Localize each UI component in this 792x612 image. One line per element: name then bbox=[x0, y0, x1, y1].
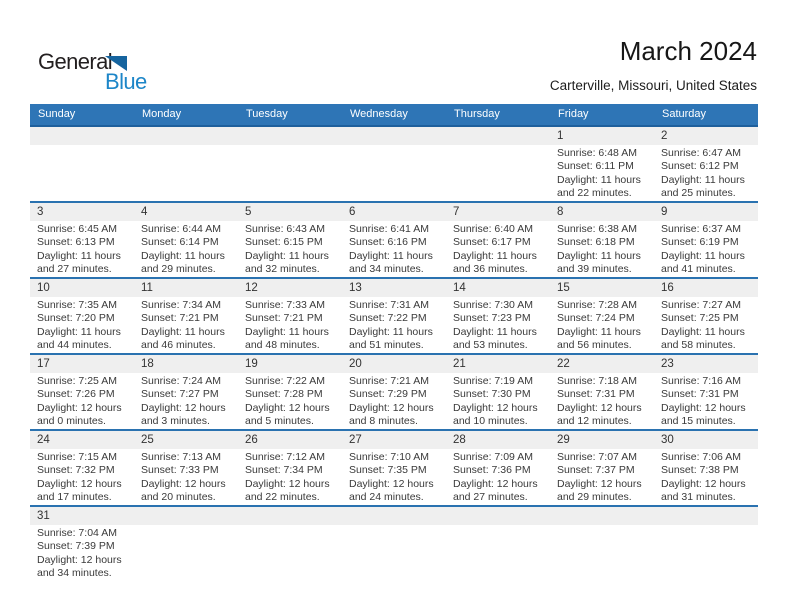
day-number: 1 bbox=[550, 127, 654, 145]
sunset-line: Sunset: 6:12 PM bbox=[661, 160, 739, 173]
daylight-line-1: Daylight: 11 hours bbox=[557, 173, 641, 186]
day-info bbox=[30, 525, 134, 581]
sunrise-line: Sunrise: 6:43 AM bbox=[245, 223, 325, 235]
sunrise-line: Sunrise: 7:18 AM bbox=[557, 375, 637, 387]
day-number bbox=[238, 127, 342, 145]
day-number: 10 bbox=[30, 279, 134, 297]
sunset-line: Sunset: 7:23 PM bbox=[453, 312, 531, 325]
day-number: 4 bbox=[134, 203, 238, 221]
sunset-line: Sunset: 7:27 PM bbox=[141, 388, 219, 401]
day-info bbox=[134, 373, 238, 429]
daylight-line-1: Daylight: 11 hours bbox=[453, 325, 537, 338]
day-cell bbox=[134, 203, 238, 277]
daylight-line-1: Daylight: 12 hours bbox=[661, 401, 746, 414]
sunset-line: Sunset: 6:11 PM bbox=[557, 160, 634, 173]
day-number bbox=[134, 127, 238, 145]
calendar bbox=[30, 104, 758, 581]
daylight-line-1: Daylight: 11 hours bbox=[141, 325, 225, 338]
empty-day-cell bbox=[342, 127, 446, 201]
day-number bbox=[134, 507, 238, 525]
sunset-line: Sunset: 7:32 PM bbox=[37, 464, 115, 477]
day-number bbox=[30, 127, 134, 145]
page-subtitle: Carterville, Missouri, United States bbox=[549, 78, 757, 93]
daylight-line-1: Daylight: 12 hours bbox=[453, 401, 538, 414]
week-row bbox=[30, 431, 758, 507]
day-info bbox=[446, 221, 550, 277]
day-info bbox=[446, 373, 550, 429]
day-cell bbox=[654, 127, 758, 201]
day-cell bbox=[342, 431, 446, 505]
day-info bbox=[654, 297, 758, 353]
daylight-line-2: and 20 minutes. bbox=[141, 491, 216, 504]
day-info bbox=[134, 297, 238, 353]
daylight-line-2: and 22 minutes. bbox=[245, 491, 320, 504]
daylight-line-2: and 27 minutes. bbox=[37, 263, 112, 276]
daylight-line-2: and 3 minutes. bbox=[141, 415, 210, 428]
daylight-line-2: and 44 minutes. bbox=[37, 339, 112, 352]
daylight-line-2: and 27 minutes. bbox=[453, 491, 528, 504]
daylight-line-2: and 0 minutes. bbox=[37, 415, 106, 428]
day-number: 31 bbox=[30, 507, 134, 525]
empty-day-cell bbox=[446, 127, 550, 201]
sunrise-line: Sunrise: 7:12 AM bbox=[245, 451, 325, 463]
day-number: 9 bbox=[654, 203, 758, 221]
logo-text-blue: Blue bbox=[105, 69, 147, 94]
daylight-line-2: and 29 minutes. bbox=[141, 263, 216, 276]
week-row bbox=[30, 355, 758, 431]
sunrise-line: Sunrise: 7:28 AM bbox=[557, 299, 637, 311]
sunrise-line: Sunrise: 6:48 AM bbox=[557, 147, 637, 159]
daylight-line-1: Daylight: 12 hours bbox=[245, 477, 330, 490]
day-info bbox=[342, 221, 446, 277]
sunset-line: Sunset: 7:34 PM bbox=[245, 464, 323, 477]
day-number: 27 bbox=[342, 431, 446, 449]
sunrise-line: Sunrise: 7:24 AM bbox=[141, 375, 221, 387]
daylight-line-1: Daylight: 11 hours bbox=[557, 249, 641, 262]
day-number: 26 bbox=[238, 431, 342, 449]
day-cell bbox=[550, 127, 654, 201]
sunrise-line: Sunrise: 6:47 AM bbox=[661, 147, 741, 159]
daylight-line-2: and 31 minutes. bbox=[661, 491, 736, 504]
day-number: 12 bbox=[238, 279, 342, 297]
day-cell bbox=[134, 431, 238, 505]
daylight-line-2: and 46 minutes. bbox=[141, 339, 216, 352]
daylight-line-1: Daylight: 12 hours bbox=[245, 401, 330, 414]
empty-day-cell bbox=[550, 507, 654, 581]
day-cell bbox=[30, 507, 134, 581]
day-number: 2 bbox=[654, 127, 758, 145]
sunrise-line: Sunrise: 7:15 AM bbox=[37, 451, 117, 463]
day-info bbox=[134, 221, 238, 277]
weekday-wednesday: Wednesday bbox=[350, 108, 408, 120]
daylight-line-1: Daylight: 11 hours bbox=[661, 325, 745, 338]
day-info bbox=[238, 297, 342, 353]
day-info bbox=[550, 525, 654, 581]
day-info bbox=[342, 373, 446, 429]
weekday-header-row bbox=[30, 104, 758, 127]
daylight-line-2: and 12 minutes. bbox=[557, 415, 632, 428]
day-cell bbox=[446, 279, 550, 353]
daylight-line-2: and 17 minutes. bbox=[37, 491, 112, 504]
day-number: 22 bbox=[550, 355, 654, 373]
day-cell bbox=[446, 431, 550, 505]
day-number: 11 bbox=[134, 279, 238, 297]
day-cell bbox=[30, 355, 134, 429]
day-number: 13 bbox=[342, 279, 446, 297]
empty-day-cell bbox=[342, 507, 446, 581]
day-cell bbox=[30, 279, 134, 353]
sunset-line: Sunset: 6:17 PM bbox=[453, 236, 531, 249]
day-number: 30 bbox=[654, 431, 758, 449]
sunset-line: Sunset: 7:26 PM bbox=[37, 388, 115, 401]
daylight-line-1: Daylight: 11 hours bbox=[245, 249, 329, 262]
daylight-line-1: Daylight: 12 hours bbox=[37, 553, 122, 566]
daylight-line-2: and 5 minutes. bbox=[245, 415, 314, 428]
sunrise-line: Sunrise: 7:33 AM bbox=[245, 299, 325, 311]
day-info bbox=[654, 145, 758, 201]
sunset-line: Sunset: 6:16 PM bbox=[349, 236, 427, 249]
day-info bbox=[30, 449, 134, 505]
day-info bbox=[550, 297, 654, 353]
empty-day-cell bbox=[238, 507, 342, 581]
sunset-line: Sunset: 7:20 PM bbox=[37, 312, 115, 325]
day-info bbox=[238, 145, 342, 201]
daylight-line-2: and 10 minutes. bbox=[453, 415, 528, 428]
day-number bbox=[238, 507, 342, 525]
page-title: March 2024 bbox=[619, 36, 757, 66]
day-info bbox=[238, 373, 342, 429]
day-info bbox=[134, 145, 238, 201]
week-row bbox=[30, 507, 758, 581]
daylight-line-1: Daylight: 11 hours bbox=[661, 173, 745, 186]
day-info bbox=[238, 449, 342, 505]
day-cell bbox=[134, 279, 238, 353]
daylight-line-2: and 53 minutes. bbox=[453, 339, 528, 352]
daylight-line-2: and 36 minutes. bbox=[453, 263, 528, 276]
day-number: 28 bbox=[446, 431, 550, 449]
empty-day-cell bbox=[30, 127, 134, 201]
daylight-line-1: Daylight: 12 hours bbox=[661, 477, 746, 490]
daylight-line-2: and 8 minutes. bbox=[349, 415, 418, 428]
day-number: 17 bbox=[30, 355, 134, 373]
day-cell bbox=[654, 431, 758, 505]
daylight-line-2: and 15 minutes. bbox=[661, 415, 736, 428]
daylight-line-2: and 56 minutes. bbox=[557, 339, 632, 352]
day-number bbox=[446, 127, 550, 145]
weekday-saturday: Saturday bbox=[662, 108, 707, 120]
day-info bbox=[30, 145, 134, 201]
daylight-line-1: Daylight: 12 hours bbox=[557, 477, 642, 490]
day-number: 5 bbox=[238, 203, 342, 221]
day-cell bbox=[238, 203, 342, 277]
sunset-line: Sunset: 7:29 PM bbox=[349, 388, 427, 401]
daylight-line-1: Daylight: 11 hours bbox=[349, 325, 433, 338]
day-cell bbox=[550, 431, 654, 505]
daylight-line-1: Daylight: 11 hours bbox=[245, 325, 329, 338]
day-number: 23 bbox=[654, 355, 758, 373]
day-cell bbox=[342, 355, 446, 429]
day-info bbox=[446, 449, 550, 505]
daylight-line-1: Daylight: 11 hours bbox=[557, 325, 641, 338]
sunset-line: Sunset: 7:39 PM bbox=[37, 540, 115, 553]
day-cell bbox=[654, 355, 758, 429]
sunset-line: Sunset: 7:31 PM bbox=[661, 388, 739, 401]
day-info bbox=[30, 221, 134, 277]
daylight-line-1: Daylight: 12 hours bbox=[557, 401, 642, 414]
week-row bbox=[30, 279, 758, 355]
day-number: 14 bbox=[446, 279, 550, 297]
sunset-line: Sunset: 7:36 PM bbox=[453, 464, 531, 477]
day-number: 6 bbox=[342, 203, 446, 221]
sunset-line: Sunset: 7:35 PM bbox=[349, 464, 427, 477]
day-cell bbox=[238, 279, 342, 353]
sunset-line: Sunset: 7:31 PM bbox=[557, 388, 635, 401]
sunrise-line: Sunrise: 7:35 AM bbox=[37, 299, 117, 311]
empty-day-cell bbox=[446, 507, 550, 581]
daylight-line-2: and 39 minutes. bbox=[557, 263, 632, 276]
sunrise-line: Sunrise: 7:10 AM bbox=[349, 451, 429, 463]
daylight-line-2: and 51 minutes. bbox=[349, 339, 424, 352]
sunrise-line: Sunrise: 7:22 AM bbox=[245, 375, 325, 387]
sunrise-line: Sunrise: 7:21 AM bbox=[349, 375, 429, 387]
day-cell bbox=[342, 203, 446, 277]
day-number: 21 bbox=[446, 355, 550, 373]
day-cell bbox=[30, 431, 134, 505]
daylight-line-1: Daylight: 12 hours bbox=[141, 477, 226, 490]
daylight-line-2: and 48 minutes. bbox=[245, 339, 320, 352]
sunrise-line: Sunrise: 7:06 AM bbox=[661, 451, 741, 463]
day-number: 15 bbox=[550, 279, 654, 297]
day-cell bbox=[550, 203, 654, 277]
sunset-line: Sunset: 7:30 PM bbox=[453, 388, 531, 401]
daylight-line-1: Daylight: 12 hours bbox=[349, 477, 434, 490]
daylight-line-2: and 25 minutes. bbox=[661, 187, 736, 200]
day-info bbox=[654, 525, 758, 581]
day-number: 25 bbox=[134, 431, 238, 449]
sunrise-line: Sunrise: 7:19 AM bbox=[453, 375, 533, 387]
day-number bbox=[654, 507, 758, 525]
day-cell bbox=[238, 355, 342, 429]
sunset-line: Sunset: 7:21 PM bbox=[245, 312, 323, 325]
sunrise-line: Sunrise: 7:07 AM bbox=[557, 451, 637, 463]
weekday-tuesday: Tuesday bbox=[246, 108, 288, 120]
day-number: 29 bbox=[550, 431, 654, 449]
empty-day-cell bbox=[134, 127, 238, 201]
day-info bbox=[446, 297, 550, 353]
day-info bbox=[342, 449, 446, 505]
daylight-line-2: and 22 minutes. bbox=[557, 187, 632, 200]
day-cell bbox=[550, 355, 654, 429]
day-info bbox=[446, 145, 550, 201]
sunrise-line: Sunrise: 7:27 AM bbox=[661, 299, 741, 311]
day-number: 18 bbox=[134, 355, 238, 373]
sunset-line: Sunset: 6:13 PM bbox=[37, 236, 115, 249]
sunrise-line: Sunrise: 7:09 AM bbox=[453, 451, 533, 463]
week-row bbox=[30, 127, 758, 203]
daylight-line-1: Daylight: 11 hours bbox=[453, 249, 537, 262]
day-cell bbox=[446, 203, 550, 277]
day-info bbox=[30, 297, 134, 353]
daylight-line-2: and 34 minutes. bbox=[349, 263, 424, 276]
daylight-line-2: and 32 minutes. bbox=[245, 263, 320, 276]
sunset-line: Sunset: 7:21 PM bbox=[141, 312, 219, 325]
sunrise-line: Sunrise: 6:37 AM bbox=[661, 223, 741, 235]
week-row bbox=[30, 203, 758, 279]
day-cell bbox=[446, 355, 550, 429]
logo-text-general: General bbox=[38, 49, 113, 74]
daylight-line-1: Daylight: 11 hours bbox=[37, 325, 121, 338]
sunset-line: Sunset: 7:38 PM bbox=[661, 464, 739, 477]
empty-day-cell bbox=[238, 127, 342, 201]
sunrise-line: Sunrise: 7:13 AM bbox=[141, 451, 221, 463]
daylight-line-1: Daylight: 12 hours bbox=[453, 477, 538, 490]
day-number: 16 bbox=[654, 279, 758, 297]
day-info bbox=[342, 525, 446, 581]
day-number: 3 bbox=[30, 203, 134, 221]
general-blue-logo bbox=[38, 49, 158, 97]
daylight-line-1: Daylight: 12 hours bbox=[37, 477, 122, 490]
sunrise-line: Sunrise: 6:44 AM bbox=[141, 223, 221, 235]
day-info bbox=[342, 145, 446, 201]
sunrise-line: Sunrise: 7:34 AM bbox=[141, 299, 221, 311]
sunrise-line: Sunrise: 7:31 AM bbox=[349, 299, 429, 311]
day-info bbox=[134, 449, 238, 505]
day-info bbox=[550, 221, 654, 277]
day-number: 8 bbox=[550, 203, 654, 221]
daylight-line-1: Daylight: 11 hours bbox=[141, 249, 225, 262]
sunset-line: Sunset: 7:33 PM bbox=[141, 464, 219, 477]
sunset-line: Sunset: 6:18 PM bbox=[557, 236, 635, 249]
day-cell bbox=[30, 203, 134, 277]
sunset-line: Sunset: 7:28 PM bbox=[245, 388, 323, 401]
day-info bbox=[342, 297, 446, 353]
sunrise-line: Sunrise: 6:40 AM bbox=[453, 223, 533, 235]
sunrise-line: Sunrise: 6:38 AM bbox=[557, 223, 637, 235]
day-cell bbox=[654, 279, 758, 353]
day-info bbox=[654, 221, 758, 277]
sunset-line: Sunset: 7:24 PM bbox=[557, 312, 635, 325]
day-info bbox=[238, 221, 342, 277]
daylight-line-2: and 24 minutes. bbox=[349, 491, 424, 504]
weekday-monday: Monday bbox=[142, 108, 182, 120]
sunset-line: Sunset: 6:14 PM bbox=[141, 236, 219, 249]
daylight-line-2: and 34 minutes. bbox=[37, 567, 112, 580]
day-info bbox=[654, 373, 758, 429]
weekday-thursday: Thursday bbox=[454, 108, 500, 120]
day-info bbox=[134, 525, 238, 581]
sunset-line: Sunset: 6:15 PM bbox=[245, 236, 323, 249]
sunset-line: Sunset: 7:25 PM bbox=[661, 312, 739, 325]
day-cell bbox=[654, 203, 758, 277]
calendar-weeks bbox=[30, 127, 758, 581]
day-info bbox=[550, 145, 654, 201]
day-info bbox=[446, 525, 550, 581]
daylight-line-1: Daylight: 12 hours bbox=[349, 401, 434, 414]
daylight-line-1: Daylight: 11 hours bbox=[37, 249, 121, 262]
empty-day-cell bbox=[134, 507, 238, 581]
day-number bbox=[342, 127, 446, 145]
day-number bbox=[550, 507, 654, 525]
day-number bbox=[342, 507, 446, 525]
day-info bbox=[550, 373, 654, 429]
title-block bbox=[550, 36, 757, 93]
sunrise-line: Sunrise: 7:30 AM bbox=[453, 299, 533, 311]
day-number: 7 bbox=[446, 203, 550, 221]
weekday-friday: Friday bbox=[558, 108, 589, 120]
day-info bbox=[550, 449, 654, 505]
sunrise-line: Sunrise: 6:41 AM bbox=[349, 223, 429, 235]
sunrise-line: Sunrise: 7:25 AM bbox=[37, 375, 117, 387]
day-info bbox=[654, 449, 758, 505]
daylight-line-1: Daylight: 12 hours bbox=[37, 401, 122, 414]
daylight-line-2: and 29 minutes. bbox=[557, 491, 632, 504]
day-number: 20 bbox=[342, 355, 446, 373]
daylight-line-2: and 41 minutes. bbox=[661, 263, 736, 276]
sunset-line: Sunset: 7:22 PM bbox=[349, 312, 427, 325]
sunset-line: Sunset: 7:37 PM bbox=[557, 464, 635, 477]
day-cell bbox=[550, 279, 654, 353]
day-info bbox=[238, 525, 342, 581]
weekday-sunday: Sunday bbox=[38, 108, 76, 120]
day-number: 19 bbox=[238, 355, 342, 373]
day-number: 24 bbox=[30, 431, 134, 449]
day-number bbox=[446, 507, 550, 525]
daylight-line-1: Daylight: 12 hours bbox=[141, 401, 226, 414]
daylight-line-1: Daylight: 11 hours bbox=[349, 249, 433, 262]
sunrise-line: Sunrise: 7:16 AM bbox=[661, 375, 741, 387]
sunrise-line: Sunrise: 7:04 AM bbox=[37, 527, 117, 539]
daylight-line-1: Daylight: 11 hours bbox=[661, 249, 745, 262]
day-cell bbox=[342, 279, 446, 353]
daylight-line-2: and 58 minutes. bbox=[661, 339, 736, 352]
sunset-line: Sunset: 6:19 PM bbox=[661, 236, 739, 249]
sunrise-line: Sunrise: 6:45 AM bbox=[37, 223, 117, 235]
day-cell bbox=[238, 431, 342, 505]
day-cell bbox=[134, 355, 238, 429]
empty-day-cell bbox=[654, 507, 758, 581]
day-info bbox=[30, 373, 134, 429]
